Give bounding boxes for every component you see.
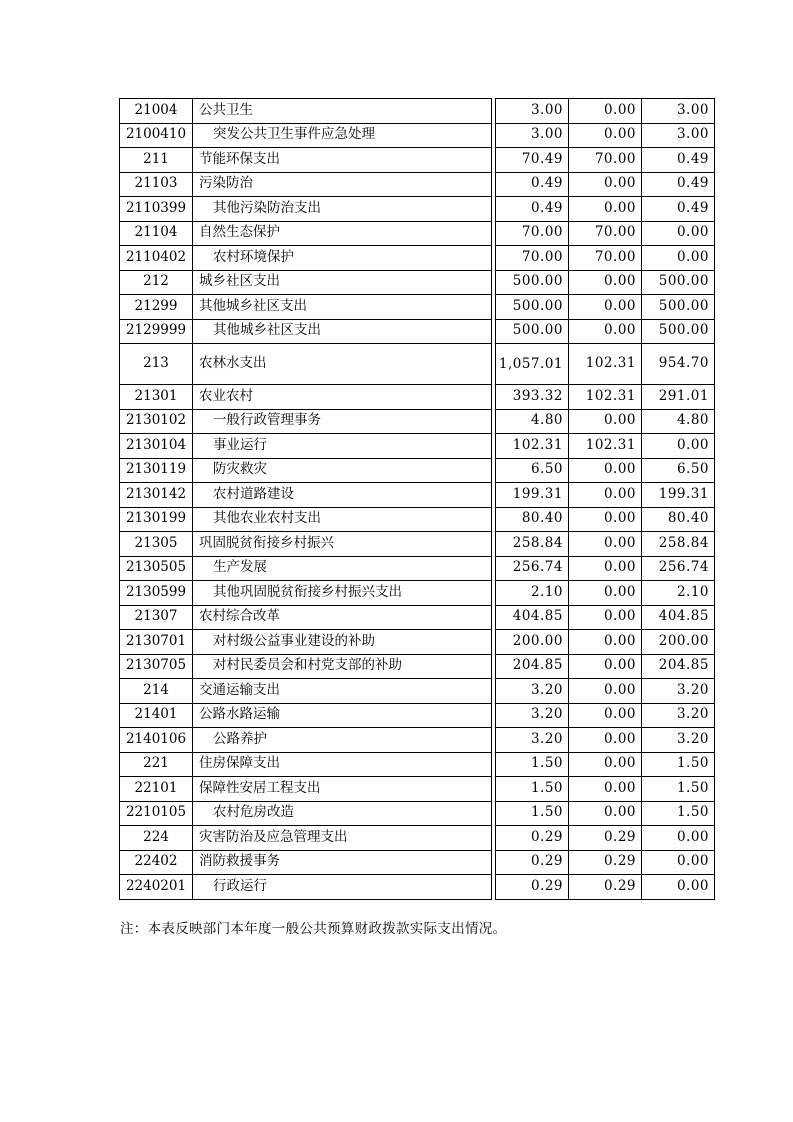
total-amount-cell: 393.32 (496, 385, 569, 410)
table-row (120, 507, 715, 532)
basic-expenditure-cell: 0.00 (569, 752, 642, 777)
subject-name-cell: 农村危房改造 (193, 801, 492, 826)
subject-code-cell: 2130505 (120, 556, 193, 581)
subject-code-cell: 212 (120, 270, 193, 295)
basic-expenditure-cell: 0.29 (569, 826, 642, 851)
subject-code-cell: 22101 (120, 777, 193, 802)
table-row (120, 148, 715, 173)
basic-expenditure-cell: 0.00 (569, 409, 642, 434)
subject-code-cell: 2110402 (120, 246, 193, 271)
table-row (120, 197, 715, 222)
project-expenditure-cell: 3.20 (642, 703, 715, 728)
subject-code-cell: 21401 (120, 703, 193, 728)
basic-expenditure-cell: 0.00 (569, 801, 642, 826)
basic-expenditure-cell: 102.31 (569, 385, 642, 410)
subject-name-cell: 自然生态保护 (193, 221, 492, 246)
basic-expenditure-cell: 0.00 (569, 172, 642, 197)
table-row (120, 319, 715, 344)
subject-name-cell: 农村道路建设 (193, 483, 492, 508)
table-row (120, 605, 715, 630)
project-expenditure-cell: 2.10 (642, 581, 715, 606)
total-amount-cell: 3.20 (496, 679, 569, 704)
total-amount-cell: 80.40 (496, 507, 569, 532)
subject-name-cell: 对村级公益事业建设的补助 (193, 630, 492, 655)
total-amount-cell: 1.50 (496, 752, 569, 777)
subject-code-cell: 2110399 (120, 197, 193, 222)
subject-code-cell: 21004 (120, 99, 193, 124)
table-row (120, 556, 715, 581)
project-expenditure-cell: 4.80 (642, 409, 715, 434)
subject-code-cell: 221 (120, 752, 193, 777)
subject-code-cell: 2130599 (120, 581, 193, 606)
total-amount-cell: 0.29 (496, 850, 569, 875)
subject-name-cell: 其他城乡社区支出 (193, 295, 492, 320)
project-expenditure-cell: 0.00 (642, 246, 715, 271)
total-amount-cell: 1,057.01 (496, 344, 569, 385)
subject-name-cell: 农村综合改革 (193, 605, 492, 630)
project-expenditure-cell: 0.00 (642, 434, 715, 459)
table-footnote: 注：本表反映部门本年度一般公共预算财政拨款实际支出情况。 (120, 921, 507, 937)
subject-code-cell: 2130142 (120, 483, 193, 508)
basic-expenditure-cell: 0.00 (569, 319, 642, 344)
project-expenditure-cell: 954.70 (642, 344, 715, 385)
total-amount-cell: 1.50 (496, 777, 569, 802)
table-row (120, 344, 715, 385)
table-row (120, 630, 715, 655)
total-amount-cell: 6.50 (496, 458, 569, 483)
project-expenditure-cell: 80.40 (642, 507, 715, 532)
basic-expenditure-cell: 0.00 (569, 197, 642, 222)
subject-name-cell: 突发公共卫生事件应急处理 (193, 123, 492, 148)
basic-expenditure-cell: 0.00 (569, 630, 642, 655)
basic-expenditure-cell: 0.00 (569, 728, 642, 753)
table-row (120, 99, 715, 124)
subject-code-cell: 21104 (120, 221, 193, 246)
subject-code-cell: 2130701 (120, 630, 193, 655)
total-amount-cell: 1.50 (496, 801, 569, 826)
total-amount-cell: 3.20 (496, 728, 569, 753)
subject-name-cell: 其他农业农村支出 (193, 507, 492, 532)
total-amount-cell: 0.29 (496, 875, 569, 900)
project-expenditure-cell: 256.74 (642, 556, 715, 581)
project-expenditure-cell: 200.00 (642, 630, 715, 655)
basic-expenditure-cell: 102.31 (569, 434, 642, 459)
project-expenditure-cell: 0.49 (642, 172, 715, 197)
subject-code-cell: 21301 (120, 385, 193, 410)
basic-expenditure-cell: 0.29 (569, 875, 642, 900)
table-row (120, 752, 715, 777)
subject-code-cell: 211 (120, 148, 193, 173)
table-row (120, 483, 715, 508)
subject-code-cell: 2240201 (120, 875, 193, 900)
project-expenditure-cell: 0.00 (642, 221, 715, 246)
total-amount-cell: 200.00 (496, 630, 569, 655)
table-row (120, 409, 715, 434)
basic-expenditure-cell: 0.00 (569, 483, 642, 508)
subject-name-cell: 巩固脱贫衔接乡村振兴 (193, 532, 492, 557)
project-expenditure-cell: 291.01 (642, 385, 715, 410)
subject-name-cell: 其他污染防治支出 (193, 197, 492, 222)
table-row (120, 270, 715, 295)
table-row (120, 850, 715, 875)
subject-name-cell: 公共卫生 (193, 99, 492, 124)
table-row (120, 875, 715, 900)
subject-code-cell: 2129999 (120, 319, 193, 344)
subject-name-cell: 农业农村 (193, 385, 492, 410)
subject-code-cell: 21307 (120, 605, 193, 630)
basic-expenditure-cell: 0.00 (569, 679, 642, 704)
table-row (120, 679, 715, 704)
basic-expenditure-cell: 70.00 (569, 221, 642, 246)
total-amount-cell: 3.00 (496, 99, 569, 124)
table-row (120, 246, 715, 271)
project-expenditure-cell: 500.00 (642, 295, 715, 320)
table-row (120, 172, 715, 197)
project-expenditure-cell: 0.00 (642, 875, 715, 900)
subject-code-cell: 2130199 (120, 507, 193, 532)
project-expenditure-cell: 0.49 (642, 148, 715, 173)
total-amount-cell: 0.29 (496, 826, 569, 851)
table-row (120, 581, 715, 606)
table-row (120, 826, 715, 851)
basic-expenditure-cell: 0.00 (569, 605, 642, 630)
table-row (120, 221, 715, 246)
basic-expenditure-cell: 70.00 (569, 148, 642, 173)
basic-expenditure-cell: 0.00 (569, 458, 642, 483)
total-amount-cell: 2.10 (496, 581, 569, 606)
basic-expenditure-cell: 0.00 (569, 507, 642, 532)
subject-name-cell: 住房保障支出 (193, 752, 492, 777)
subject-name-cell: 节能环保支出 (193, 148, 492, 173)
basic-expenditure-cell: 0.29 (569, 850, 642, 875)
subject-code-cell: 21103 (120, 172, 193, 197)
subject-code-cell: 224 (120, 826, 193, 851)
table-row (120, 458, 715, 483)
subject-name-cell: 农林水支出 (193, 344, 492, 385)
project-expenditure-cell: 3.20 (642, 728, 715, 753)
subject-name-cell: 保障性安居工程支出 (193, 777, 492, 802)
subject-name-cell: 生产发展 (193, 556, 492, 581)
subject-code-cell: 21305 (120, 532, 193, 557)
subject-code-cell: 2130705 (120, 654, 193, 679)
basic-expenditure-cell: 0.00 (569, 654, 642, 679)
project-expenditure-cell: 6.50 (642, 458, 715, 483)
table-row (120, 434, 715, 459)
total-amount-cell: 102.31 (496, 434, 569, 459)
total-amount-cell: 70.00 (496, 246, 569, 271)
project-expenditure-cell: 0.00 (642, 826, 715, 851)
subject-name-cell: 对村民委员会和村党支部的补助 (193, 654, 492, 679)
subject-name-cell: 其他城乡社区支出 (193, 319, 492, 344)
subject-code-cell: 22402 (120, 850, 193, 875)
subject-code-cell: 214 (120, 679, 193, 704)
total-amount-cell: 500.00 (496, 295, 569, 320)
table-row (120, 703, 715, 728)
expenditure-table (119, 98, 715, 900)
basic-expenditure-cell: 70.00 (569, 246, 642, 271)
subject-code-cell: 2100410 (120, 123, 193, 148)
project-expenditure-cell: 500.00 (642, 270, 715, 295)
total-amount-cell: 0.49 (496, 172, 569, 197)
subject-code-cell: 213 (120, 344, 193, 385)
subject-name-cell: 灾害防治及应急管理支出 (193, 826, 492, 851)
table-row (120, 385, 715, 410)
subject-code-cell: 2130104 (120, 434, 193, 459)
subject-code-cell: 2130119 (120, 458, 193, 483)
basic-expenditure-cell: 0.00 (569, 270, 642, 295)
subject-name-cell: 事业运行 (193, 434, 492, 459)
table-row (120, 123, 715, 148)
project-expenditure-cell: 500.00 (642, 319, 715, 344)
subject-name-cell: 农村环境保护 (193, 246, 492, 271)
table-body (120, 99, 715, 900)
total-amount-cell: 0.49 (496, 197, 569, 222)
basic-expenditure-cell: 0.00 (569, 532, 642, 557)
total-amount-cell: 500.00 (496, 270, 569, 295)
total-amount-cell: 500.00 (496, 319, 569, 344)
project-expenditure-cell: 3.00 (642, 123, 715, 148)
project-expenditure-cell: 204.85 (642, 654, 715, 679)
basic-expenditure-cell: 0.00 (569, 295, 642, 320)
total-amount-cell: 199.31 (496, 483, 569, 508)
subject-name-cell: 污染防治 (193, 172, 492, 197)
project-expenditure-cell: 1.50 (642, 801, 715, 826)
table-row (120, 777, 715, 802)
project-expenditure-cell: 0.00 (642, 850, 715, 875)
project-expenditure-cell: 3.20 (642, 679, 715, 704)
subject-name-cell: 公路养护 (193, 728, 492, 753)
total-amount-cell: 256.74 (496, 556, 569, 581)
total-amount-cell: 204.85 (496, 654, 569, 679)
subject-name-cell: 行政运行 (193, 875, 492, 900)
table-row (120, 728, 715, 753)
subject-code-cell: 21299 (120, 295, 193, 320)
subject-code-cell: 2210105 (120, 801, 193, 826)
table-row (120, 295, 715, 320)
total-amount-cell: 404.85 (496, 605, 569, 630)
total-amount-cell: 3.20 (496, 703, 569, 728)
basic-expenditure-cell: 0.00 (569, 99, 642, 124)
total-amount-cell: 70.00 (496, 221, 569, 246)
table-row (120, 532, 715, 557)
project-expenditure-cell: 258.84 (642, 532, 715, 557)
project-expenditure-cell: 1.50 (642, 777, 715, 802)
subject-name-cell: 城乡社区支出 (193, 270, 492, 295)
basic-expenditure-cell: 0.00 (569, 703, 642, 728)
subject-name-cell: 交通运输支出 (193, 679, 492, 704)
subject-name-cell: 消防救援事务 (193, 850, 492, 875)
table-row (120, 801, 715, 826)
table-row (120, 654, 715, 679)
subject-name-cell: 公路水路运输 (193, 703, 492, 728)
project-expenditure-cell: 0.49 (642, 197, 715, 222)
project-expenditure-cell: 199.31 (642, 483, 715, 508)
total-amount-cell: 258.84 (496, 532, 569, 557)
project-expenditure-cell: 3.00 (642, 99, 715, 124)
subject-code-cell: 2140106 (120, 728, 193, 753)
basic-expenditure-cell: 0.00 (569, 556, 642, 581)
total-amount-cell: 4.80 (496, 409, 569, 434)
total-amount-cell: 70.49 (496, 148, 569, 173)
total-amount-cell: 3.00 (496, 123, 569, 148)
subject-name-cell: 一般行政管理事务 (193, 409, 492, 434)
basic-expenditure-cell: 102.31 (569, 344, 642, 385)
project-expenditure-cell: 1.50 (642, 752, 715, 777)
subject-name-cell: 其他巩固脱贫衔接乡村振兴支出 (193, 581, 492, 606)
subject-code-cell: 2130102 (120, 409, 193, 434)
basic-expenditure-cell: 0.00 (569, 777, 642, 802)
basic-expenditure-cell: 0.00 (569, 123, 642, 148)
project-expenditure-cell: 404.85 (642, 605, 715, 630)
basic-expenditure-cell: 0.00 (569, 581, 642, 606)
subject-name-cell: 防灾救灾 (193, 458, 492, 483)
